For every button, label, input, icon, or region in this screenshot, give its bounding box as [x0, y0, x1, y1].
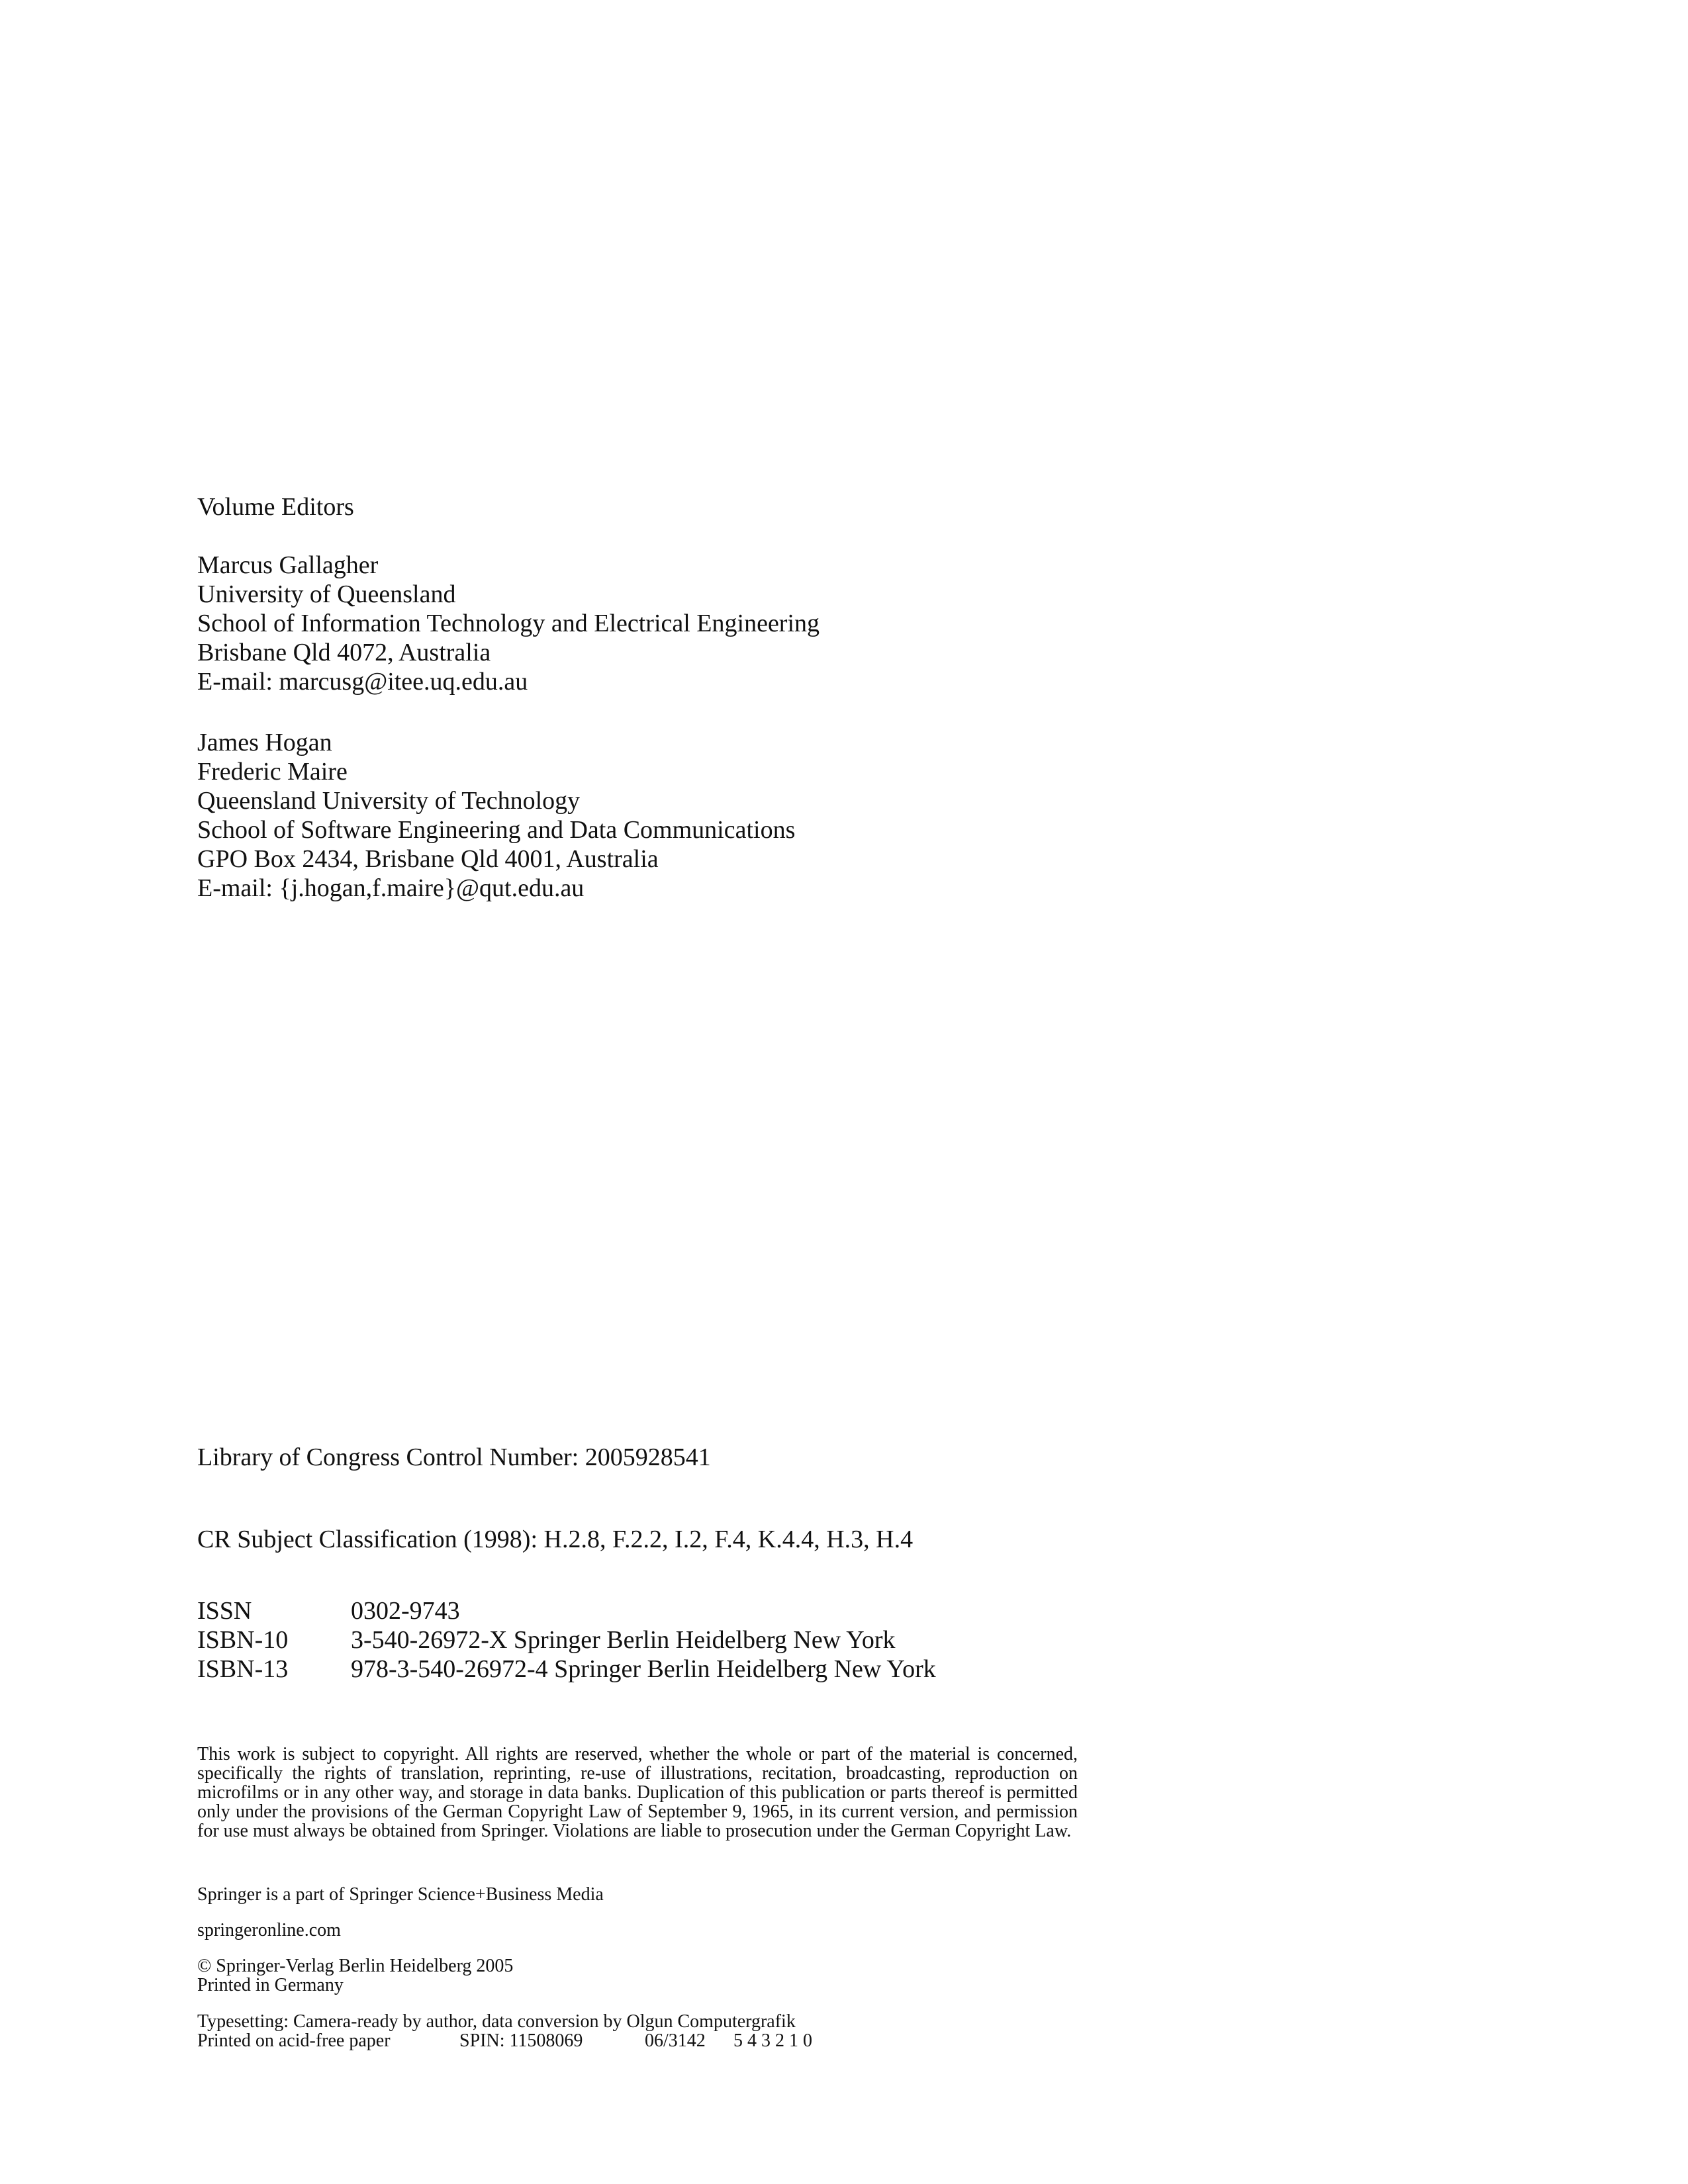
- print-code: 06/3142: [645, 2030, 706, 2051]
- isbn10-row: [197, 1625, 936, 1655]
- editor-1-email: E-mail: marcusg@itee.uq.edu.au: [197, 668, 528, 696]
- printed-in-line: Printed in Germany: [197, 1975, 344, 1995]
- editor-2-university: Queensland University of Technology: [197, 787, 581, 815]
- identifier-label: ISBN-13: [197, 1655, 289, 1683]
- copyright-notice-text: This work is subject to copyright. All rights are reserved, whether the whole or part of the material is concerned, specifically the rights of translation, reprinting, re-use of illustrations, recitation, broadcasting, reproduction on microfilms or in any other way, and storage in data banks. Duplication of this publication or parts thereof is permitted only under the provisions of the German Copyright Law of September 9, 1965, in its current version, and permission for use must always be obtained from Springer. Violations are liable to prosecution under the German Copyright Law.: [197, 1744, 1078, 1841]
- editor-1-university: University of Queensland: [197, 580, 456, 608]
- issn-row: [197, 1596, 936, 1625]
- editor-2-name-2: Frederic Maire: [197, 758, 348, 786]
- identifier-value: 3-540-26972-X Springer Berlin Heidelberg New York: [351, 1626, 896, 1654]
- copyright-line: © Springer-Verlag Berlin Heidelberg 2005: [197, 1956, 514, 1976]
- editor-1-name: Marcus Gallagher: [197, 551, 379, 579]
- copyright-notice: [197, 1745, 1078, 1841]
- identifier-value: 978-3-540-26972-4 Springer Berlin Heidelberg New York: [351, 1655, 936, 1683]
- editor-2-school: School of Software Engineering and Data Communications: [197, 816, 796, 844]
- cr-subject-classification: CR Subject Classification (1998): H.2.8, F.2.2, I.2, F.4, K.4.4, H.3, H.4: [197, 1525, 914, 1553]
- identifier-value: 0302-9743: [351, 1597, 460, 1625]
- print-run: 5 4 3 2 1 0: [733, 2030, 812, 2051]
- print-info-line: [197, 2031, 812, 2050]
- volume-editors-heading: [197, 492, 354, 522]
- lccn-line: Library of Congress Control Number: 2005928541: [197, 1443, 711, 1471]
- typesetting-line: Typesetting: Camera-ready by author, data conversion by Olgun Computergrafik: [197, 2011, 796, 2032]
- identifiers-table: [197, 1596, 936, 1684]
- editor-1-city: Brisbane Qld 4072, Australia: [197, 639, 491, 666]
- spin-number: SPIN: 11508069: [459, 2030, 583, 2051]
- volume-editors-heading-text: Volume Editors: [197, 493, 354, 521]
- isbn13-row: [197, 1655, 936, 1684]
- editor-2-name-1: James Hogan: [197, 729, 332, 756]
- website-line: springeronline.com: [197, 1920, 341, 1940]
- paper-info: Printed on acid-free paper: [197, 2030, 391, 2051]
- springer-part-line: Springer is a part of Springer Science+Business Media: [197, 1884, 604, 1905]
- editor-2-email: E-mail: {j.hogan,f.maire}@qut.edu.au: [197, 874, 585, 902]
- editor-2-address-line: GPO Box 2434, Brisbane Qld 4001, Australia: [197, 845, 659, 873]
- editor-2-address: [197, 728, 795, 903]
- editor-1-address: [197, 551, 820, 696]
- identifier-label: ISBN-10: [197, 1626, 289, 1654]
- editor-1-school: School of Information Technology and Electrical Engineering: [197, 610, 820, 637]
- identifier-label: ISSN: [197, 1597, 252, 1625]
